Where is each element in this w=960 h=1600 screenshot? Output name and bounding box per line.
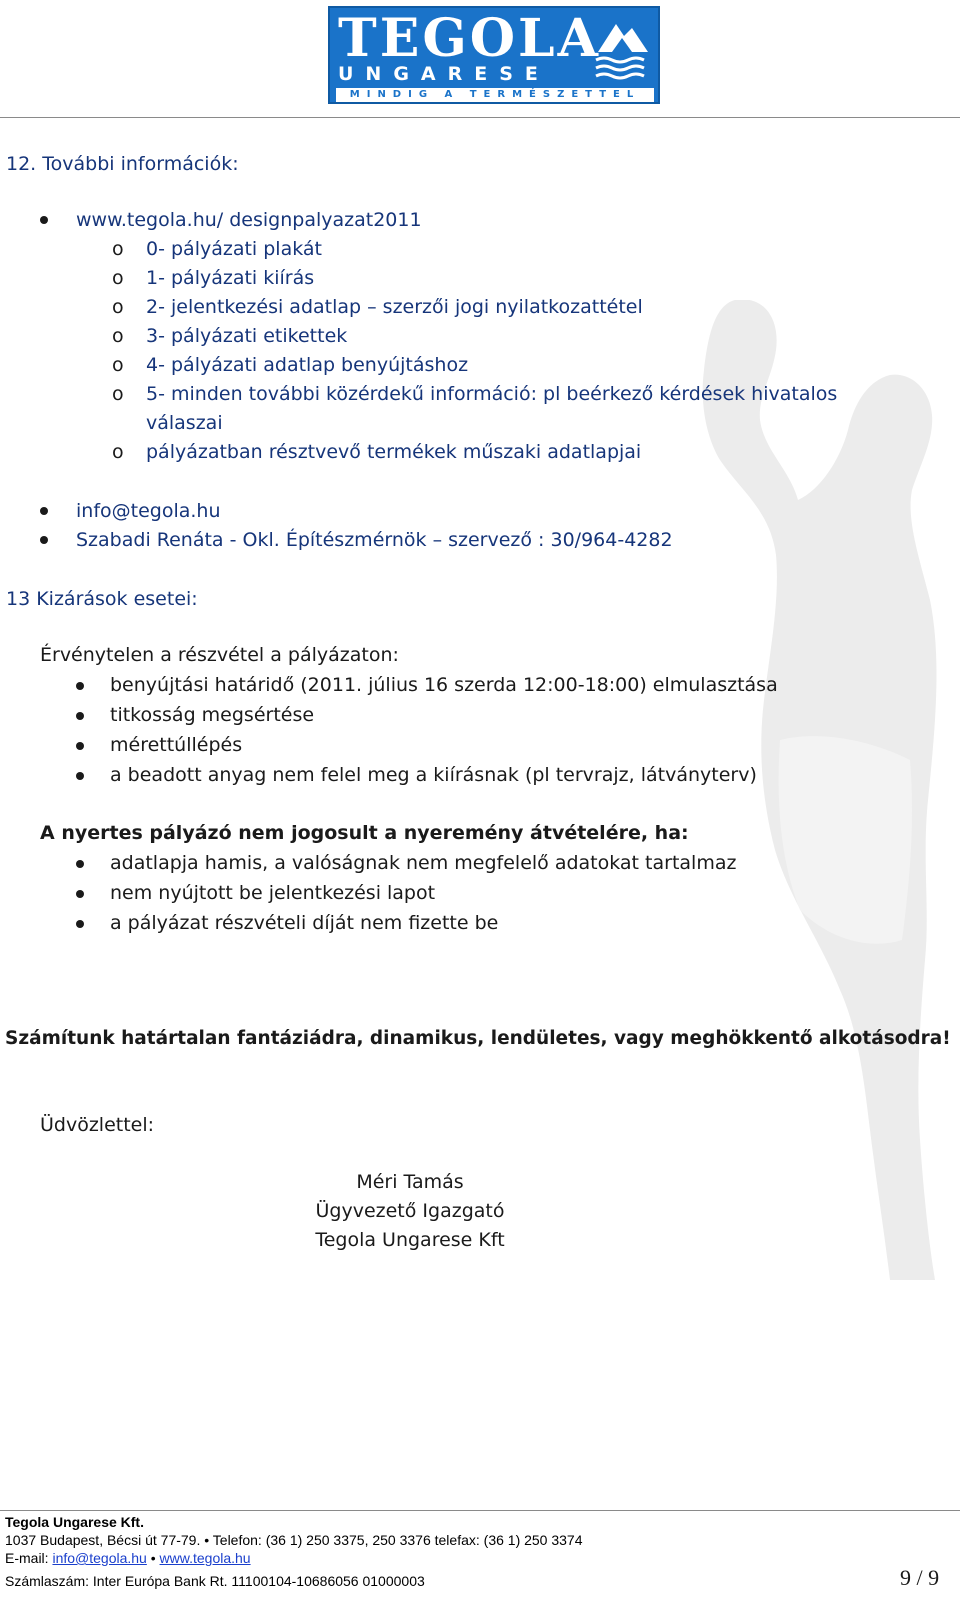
sub-item-benyujtas: 4- pályázati adatlap benyújtáshoz (146, 354, 469, 376)
designpalyazat-link-line (76, 206, 422, 235)
woman-silhouette-watermark (680, 300, 960, 1280)
section-12-heading: 12. További információk: (6, 153, 239, 175)
footer-company: Tegola Ungarese Kft. (5, 1514, 144, 1530)
sub-bullet-marker: o (112, 238, 124, 260)
bullet-dot (76, 712, 84, 720)
tegola-logo (328, 6, 660, 104)
sub-bullet-marker: o (112, 441, 124, 463)
bullet-dot (76, 742, 84, 750)
greeting: Üdvözlettel: (40, 1114, 155, 1136)
sub-bullet-marker: o (112, 267, 124, 289)
logo-brand-text: TEGOLA (338, 8, 601, 69)
winner-ineligible-title: A nyertes pályázó nem jogosult a nyeremény átvételére, ha: (40, 822, 689, 844)
bullet-dot (76, 860, 84, 868)
mountain-wave-icon (592, 12, 652, 82)
bullet-dot (40, 536, 48, 544)
sub-item-termekek: pályázatban résztvevő termékek műszaki adatlapjai (146, 441, 642, 463)
bullet-dot (40, 507, 48, 515)
tegola-website-link[interactable]: www.tegola.hu/ (76, 209, 224, 231)
sub-item-kozerdeku: 5- minden további közérdekű információ: pl beérkező kérdések hivatalos (146, 383, 838, 405)
contact-email[interactable]: info@tegola.hu (76, 500, 221, 522)
sub-item-etikettek: 3- pályázati etikettek (146, 325, 348, 347)
signature-name: Méri Tamás (356, 1171, 464, 1193)
sub-bullet-marker: o (112, 296, 124, 318)
sub-item-adatlap: 2- jelentkezési adatlap – szerzői jogi nyilatkozattétel (146, 296, 643, 318)
section-13-heading: 13 Kizárások esetei: (6, 588, 198, 610)
footer-contact-line (5, 1549, 251, 1568)
winner-item-no-form: nem nyújtott be jelentkezési lapot (110, 882, 436, 904)
footer-bank-account: Számlaszám: Inter Európa Bank Rt. 11100104-10686056 01000003 (5, 1573, 425, 1589)
footer-address: 1037 Budapest, Bécsi út 77-79. • Telefon: (36 1) 250 3375, 250 3376 telefax: (36 1) 250 3374 (5, 1532, 583, 1548)
footer-email-link[interactable]: info@tegola.hu (52, 1550, 147, 1566)
footer-divider (0, 1510, 960, 1511)
invalid-item-secrecy: titkosság megsértése (110, 704, 315, 726)
header-divider (0, 117, 960, 118)
page-number: 9 / 9 (900, 1565, 940, 1590)
closing-slogan: Számítunk határtalan fantáziádra, dinamikus, lendületes, vagy meghökkentő alkotásodra! (5, 1028, 951, 1049)
signature-title: Ügyvezető Igazgató (315, 1200, 505, 1222)
sub-item-kozerdeku-cont: válaszai (146, 412, 223, 434)
designpalyazat-path: designpalyazat2011 (223, 209, 422, 231)
sub-bullet-marker: o (112, 325, 124, 347)
logo-tagline: MINDIG A TERMÉSZETTEL (336, 88, 654, 102)
footer-web-link[interactable]: www.tegola.hu (159, 1550, 251, 1566)
invalid-item-material: a beadott anyag nem felel meg a kiírásnak (pl tervrajz, látványterv) (110, 764, 757, 786)
bullet-dot (76, 920, 84, 928)
invalid-item-size: mérettúllépés (110, 734, 243, 756)
sub-bullet-marker: o (112, 354, 124, 376)
footer-separator: • (146, 1550, 160, 1566)
contact-person: Szabadi Renáta - Okl. Építészmérnök – szervező : 30/964-4282 (76, 529, 673, 551)
footer-email-label: E-mail: (5, 1550, 53, 1566)
logo-sub-text: UNGARESE (338, 63, 550, 85)
bullet-dot (76, 682, 84, 690)
bullet-dot (76, 772, 84, 780)
invalid-participation-title: Érvénytelen a részvétel a pályázaton: (40, 644, 399, 666)
bullet-dot (76, 890, 84, 898)
signature-block (200, 1168, 620, 1255)
bullet-dot (40, 216, 48, 224)
signature-company: Tegola Ungarese Kft (315, 1229, 505, 1251)
sub-bullet-marker: o (112, 383, 124, 405)
sub-item-plakat: 0- pályázati plakát (146, 238, 322, 260)
winner-item-no-fee: a pályázat részvételi díját nem fizette be (110, 912, 499, 934)
sub-item-kiiras: 1- pályázati kiírás (146, 267, 315, 289)
winner-item-false-data: adatlapja hamis, a valóságnak nem megfelelő adatokat tartalmaz (110, 852, 737, 874)
invalid-item-deadline: benyújtási határidő (2011. július 16 szerda 12:00-18:00) elmulasztása (110, 674, 778, 696)
